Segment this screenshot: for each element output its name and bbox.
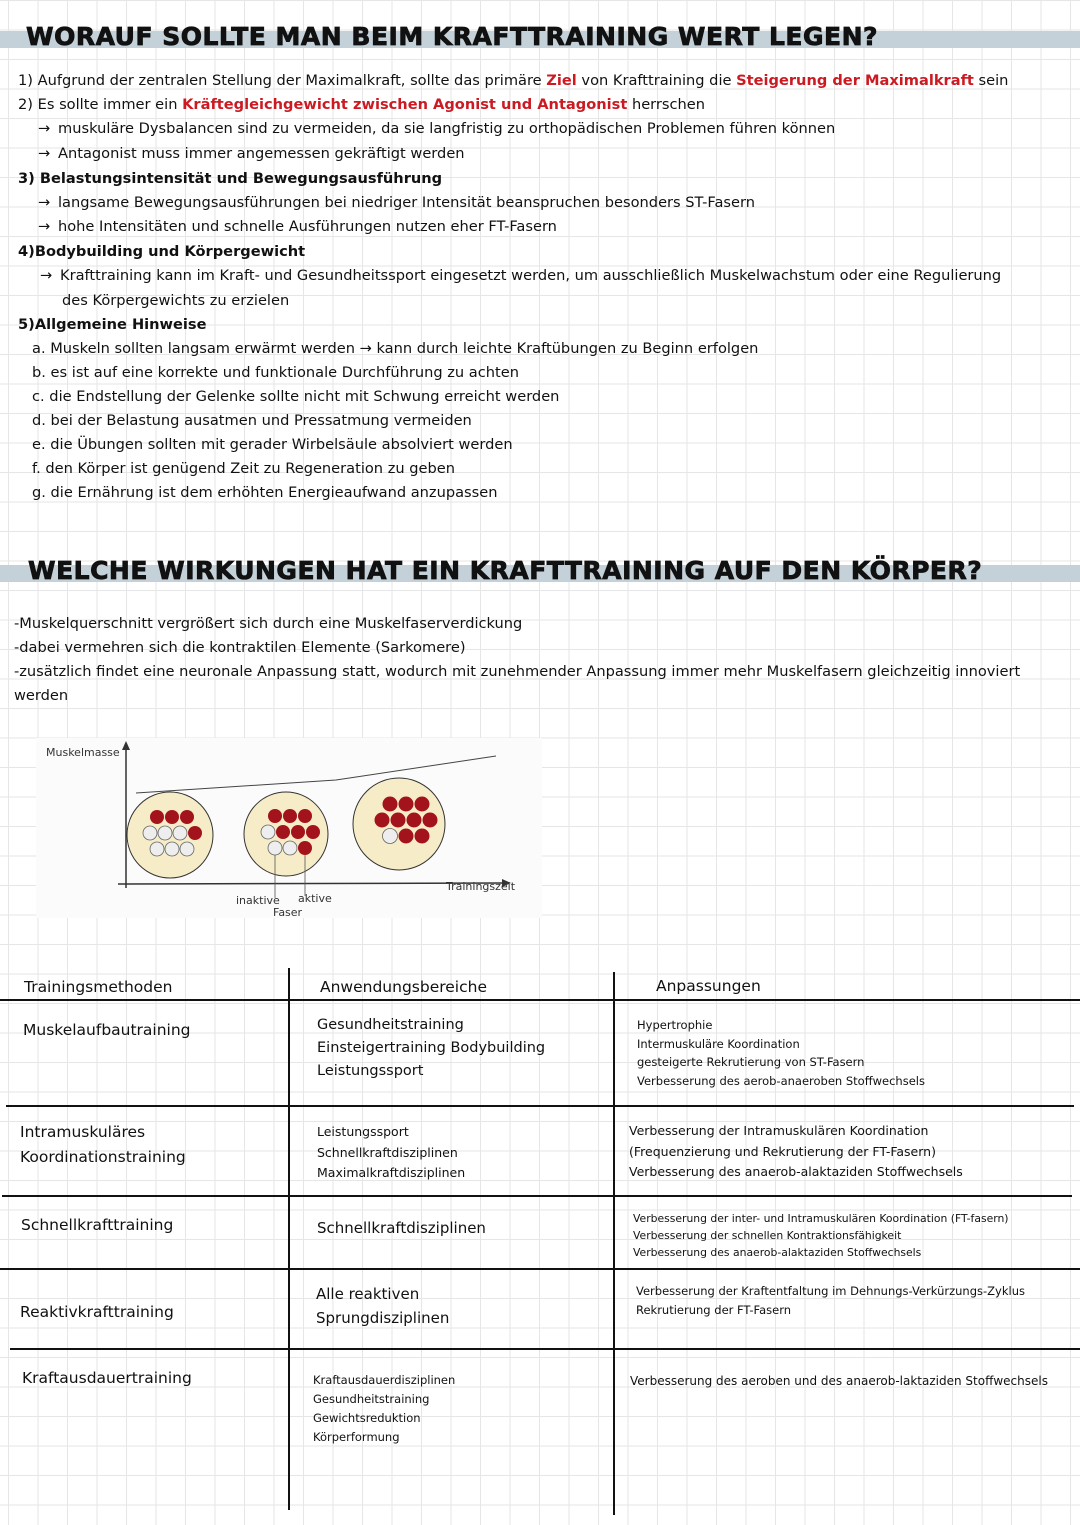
arrow-icon: → <box>38 120 51 137</box>
arrow-icon: → <box>40 267 53 284</box>
legend-inactive: inaktive <box>236 894 280 907</box>
table-row-1-adaptations: Hypertrophie Intermuskuläre Koordination gesteigerte Rekrutierung von ST-Fasern Verbesserung des aerob-anaeroben Stoffwechsels <box>637 1018 925 1088</box>
point-1: 1) Aufgrund der zentralen Stellung der Maximalkraft, sollte das primäre Ziel von Krafttraining die Steigerung der Maximalkraft sein <box>18 72 1009 89</box>
point-5-title: 5)Allgemeine Hinweise <box>18 316 207 333</box>
table-row-3-method: Schnellkrafttraining <box>21 1216 174 1234</box>
table-row-4-areas: Alle reaktiven Sprungdisziplinen <box>316 1285 450 1327</box>
table-header-methods: Trainingsmethoden <box>24 978 173 996</box>
hint-a: a. Muskeln sollten langsam erwärmt werden → kann durch leichte Kraftübungen zu Beginn erfolgen <box>32 340 759 357</box>
hint-f: f. den Körper ist genügend Zeit zu Regeneration zu geben <box>32 460 455 477</box>
muscle-mass-figure <box>36 738 542 918</box>
table-row-1-method: Muskelaufbautraining <box>23 1021 191 1039</box>
y-axis-label: Muskelmasse <box>46 746 120 759</box>
table-row-4-adaptations: Verbesserung der Kraftentfaltung im Dehnungs-Verkürzungs-Zyklus Rekrutierung der FT-Fasern <box>636 1284 1025 1317</box>
table-row-divider-4 <box>10 1348 1080 1350</box>
point-3-sub-1: → langsame Bewegungsausführungen bei niedriger Intensität beanspruchen besonders ST-Fasern <box>38 194 755 211</box>
table-header-adaptations: Anpassungen <box>656 977 761 995</box>
arrow-icon: → <box>38 194 51 211</box>
hint-d: d. bei der Belastung ausatmen und Pressatmung vermeiden <box>32 412 472 429</box>
table-header-divider <box>0 999 1080 1001</box>
effect-bullet-2: -dabei vermehren sich die kontraktilen Elemente (Sarkomere) <box>14 639 466 656</box>
table-row-divider-2 <box>2 1195 1072 1197</box>
point-2: 2) Es sollte immer ein Kräftegleichgewicht zwischen Agonist und Antagonist herrschen <box>18 96 706 113</box>
effect-bullet-3-cont: werden <box>14 687 69 704</box>
table-header-areas: Anwendungsbereiche <box>320 978 487 996</box>
legend-fiber: Faser <box>273 906 303 919</box>
point-3-title: 3) Belastungsintensität und Bewegungsausführung <box>18 170 443 187</box>
hint-c: c. die Endstellung der Gelenke sollte nicht mit Schwung erreicht werden <box>32 388 560 405</box>
table-row-3-adaptations: Verbesserung der inter- und Intramuskulären Koordination (FT-fasern) Verbesserung der schnellen Kontraktionsfähigkeit Verbesserung des anaerob-alaktaziden Stoffwechsels <box>633 1212 1009 1259</box>
arrow-icon: → <box>38 145 51 162</box>
table-row-1-areas: Gesundheitstraining Einsteigertraining Bodybuilding Leistungssport <box>317 1017 546 1079</box>
section2-title: WELCHE WIRKUNGEN HAT EIN KRAFTTRAINING AUF DEN KÖRPER? <box>28 556 983 585</box>
table-row-divider-1 <box>6 1105 1074 1107</box>
point-2-sub-1: → muskuläre Dysbalancen sind zu vermeiden, da sie langfristig zu orthopädischen Problemen führen können <box>38 120 836 137</box>
point-4-sub-2: des Körpergewichts zu erzielen <box>62 292 290 309</box>
point-2-sub-2: → Antagonist muss immer angemessen gekräftigt werden <box>38 145 465 162</box>
hint-e: e. die Übungen sollten mit gerader Wirbelsäule absolviert werden <box>32 436 513 453</box>
table-row-3-areas: Schnellkraftdisziplinen <box>317 1219 486 1237</box>
arrow-icon: → <box>38 218 51 235</box>
effect-bullet-1: -Muskelquerschnitt vergrößert sich durch eine Muskelfaserverdickung <box>14 615 523 632</box>
table-row-2-method: Intramuskuläres Koordinationstraining <box>20 1123 186 1166</box>
table-row-2-areas: Leistungssport Schnellkraftdisziplinen Maximalkraftdisziplinen <box>317 1124 466 1180</box>
table-col-divider-2 <box>613 972 615 1515</box>
table-row-5-areas: Kraftausdauerdisziplinen Gesundheitstraining Gewichtsreduktion Körperformung <box>313 1373 456 1444</box>
table-row-2-adaptations: Verbesserung der Intramuskulären Koordination (Frequenzierung und Rekrutierung der FT-Fasern) Verbesserung des anaerob-alaktaziden Stoffwechsels <box>629 1123 963 1179</box>
highlight-steigerung: Steigerung der Maximalkraft <box>736 72 974 89</box>
hint-b: b. es ist auf eine korrekte und funktionale Durchführung zu achten <box>32 364 519 381</box>
legend-active: aktive <box>298 892 332 905</box>
effect-bullet-3: -zusätzlich findet eine neuronale Anpassung statt, wodurch mit zunehmender Anpassung immer mehr Muskelfasern gleichzeitig innoviert <box>14 663 1021 680</box>
table-row-5-method: Kraftausdauertraining <box>22 1369 192 1387</box>
section1-title: WORAUF SOLLTE MAN BEIM KRAFTTRAINING WERT LEGEN? <box>26 22 878 51</box>
table-row-divider-3 <box>0 1268 1080 1270</box>
point-3-sub-2: → hohe Intensitäten und schnelle Ausführungen nutzen eher FT-Fasern <box>38 218 557 235</box>
hint-g: g. die Ernährung ist dem erhöhten Energieaufwand anzupassen <box>32 484 498 501</box>
x-axis-label: Trainingszeit <box>446 880 516 893</box>
highlight-kraeftegleichgewicht: Kräftegleichgewicht zwischen Agonist und Antagonist <box>182 96 628 113</box>
point-4-title: 4)Bodybuilding und Körpergewicht <box>18 243 306 260</box>
table-col-divider-1 <box>288 968 290 1510</box>
table-row-5-adaptations: Verbesserung des aeroben und des anaerob-laktaziden Stoffwechsels <box>630 1374 1048 1388</box>
table-row-4-method: Reaktivkrafttraining <box>20 1303 174 1321</box>
highlight-ziel: Ziel <box>546 72 577 89</box>
point-4-sub-1: → Krafttraining kann im Kraft- und Gesundheitssport eingesetzt werden, um ausschließlich Muskelwachstum oder eine Regulierung <box>40 267 1002 284</box>
